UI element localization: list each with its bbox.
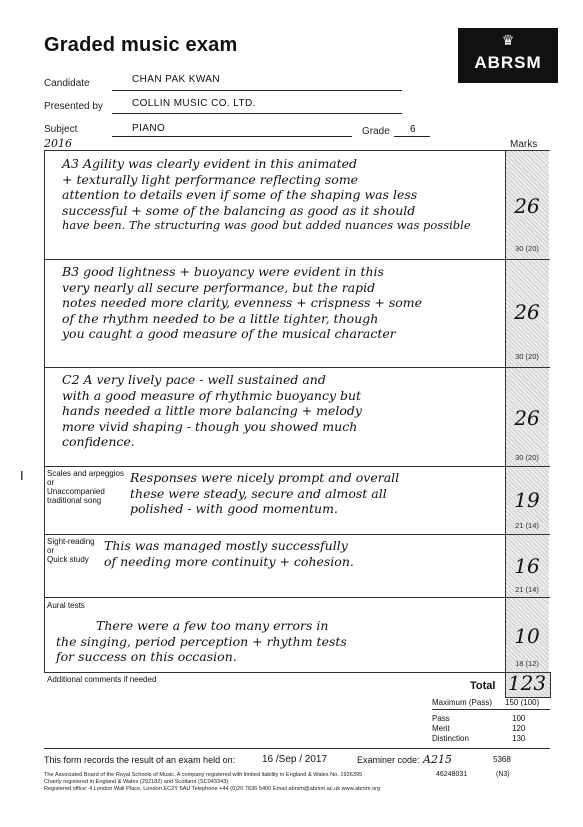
candidate-value: CHAN PAK KWAN [132, 74, 220, 85]
section-line-1 [44, 259, 550, 260]
footer-divider [44, 748, 550, 749]
section-mark-5: 16 [514, 554, 540, 578]
section-mark-3: 26 [514, 406, 540, 430]
section-max-1: 30 (20) [515, 244, 539, 253]
section-line-5 [44, 597, 550, 598]
presented-value: COLLIN MUSIC CO. LTD. [132, 98, 256, 109]
section-line-2 [44, 367, 550, 368]
code-right: 5368 [493, 755, 511, 764]
totals-divider [432, 709, 550, 710]
record-text: This form records the result of an exam held on: [44, 755, 236, 765]
grade-label: Grade [362, 126, 390, 137]
aural-label: Aural tests [47, 601, 85, 610]
candidate-label: Candidate [44, 78, 90, 89]
distinction-value: 130 [512, 734, 526, 743]
marks-label: Marks [510, 139, 538, 150]
section-top-line [44, 150, 550, 151]
presented-underline [112, 113, 402, 114]
scales-label: Scales and arpeggios or Unaccompanied traditional song [47, 469, 124, 505]
logo-text: ABRSM [474, 53, 542, 72]
grade-underline [394, 136, 430, 137]
margin-mark: I [20, 468, 24, 483]
pass-label: Pass [432, 714, 450, 723]
total-label: Total [470, 680, 496, 692]
section-mark-1: 26 [514, 194, 540, 218]
section-max-2: 30 (20) [515, 352, 539, 361]
page-title: Graded music exam [44, 34, 238, 56]
section-comment-4: Responses were nicely prompt and overall these were steady, secure and almost all polished - with good momentum. [130, 470, 400, 516]
abrsm-logo [458, 28, 558, 83]
maximum-label: Maximum (Pass) [432, 698, 493, 707]
section-mark-2: 26 [514, 300, 540, 324]
year-handwritten: 2016 [44, 137, 72, 150]
legal-text: The Associated Board of the Royal Schools of Music. A company registered with limited liability in England & Wales No. 1926395 Charity registered in England & Wales (292182) and Scotland (SC043343) Registered office: 4 London Wall Place, London EC2Y 5AU Telephone +44 (0)20 7636 5400 Email abrsm@abrsm.ac.uk www.abrsm.org [44, 772, 381, 792]
section-max-4: 21 (14) [515, 521, 539, 530]
section-comment-2: B3 good lightness + buoyancy were evident in this very nearly all secure performance, but the rapid notes needed more clarity, evenness + crispness + some of the rhythm needed to be a little tighter, though you caught a good measure of the musical character [62, 264, 423, 341]
distinction-label: Distinction [432, 734, 469, 743]
section-line-3 [44, 466, 550, 467]
section-max-5: 21 (14) [515, 585, 539, 594]
examiner-code: A215 [423, 753, 452, 766]
examiner-label: Examiner code: [357, 755, 420, 765]
grade-value: 6 [410, 124, 416, 135]
section-comment-1: A3 Agility was clearly evident in this animated + texturally light performance reflecting some attention to details even if some of the shaping was less successful + some of the balancing as good as it should have been. The structuring was good but added nuances was possible [62, 156, 471, 232]
section-mark-4: 19 [514, 488, 540, 512]
section-comment-6: There were a few too many errors in the singing, period perception + rhythm tests for success on this occasion. [56, 618, 347, 664]
merit-value: 120 [512, 724, 526, 733]
section-line-6 [44, 672, 550, 673]
section-line-4 [44, 534, 550, 535]
left-border [44, 150, 45, 672]
additional-comments-label: Additional comments if needed [47, 675, 157, 684]
section-max-6: 18 (12) [515, 659, 539, 668]
section-comment-3: C2 A very lively pace - well sustained and with a good measure of rhythmic buoyancy but hands needed a little more balancing + melody more vivid shaping - though you showed much confidence. [62, 372, 362, 449]
sight-reading-label: Sight-reading or Quick study [47, 537, 95, 564]
subject-label: Subject [44, 124, 78, 135]
section-comment-5: This was managed mostly successfully of needing more continuity + cohesion. [104, 538, 354, 569]
subject-underline [112, 136, 352, 137]
exam-date: 16 /Sep / 2017 [262, 754, 328, 765]
subject-value: PIANO [132, 123, 166, 134]
total-value: 123 [507, 671, 547, 695]
maximum-value: 150 (100) [505, 698, 540, 707]
doc-number: 46248031 [436, 771, 468, 778]
pass-value: 100 [512, 714, 526, 723]
merit-label: Merit [432, 724, 450, 733]
section-mark-6: 10 [514, 624, 540, 648]
presented-label: Presented by [44, 101, 103, 112]
crown-icon: ♛ [501, 32, 515, 48]
candidate-underline [112, 90, 402, 91]
section-max-3: 30 (20) [515, 453, 539, 462]
n-code: (N3) [496, 771, 510, 778]
